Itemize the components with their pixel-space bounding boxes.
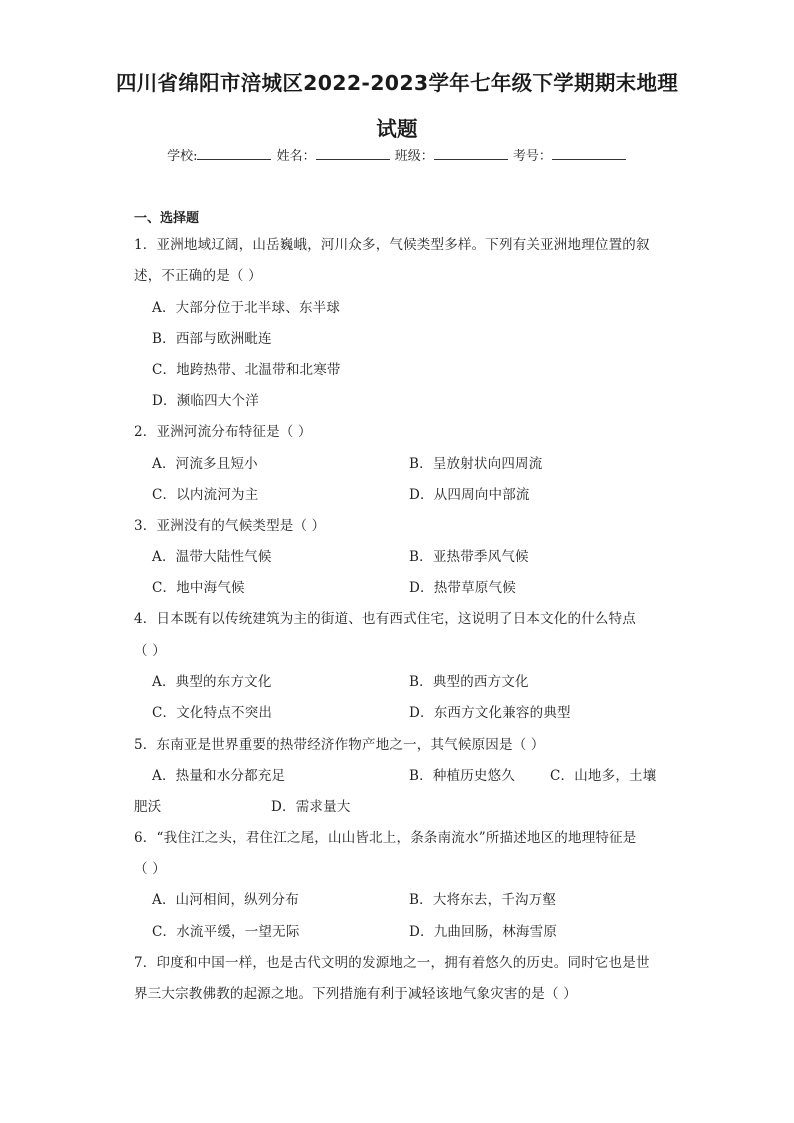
question-4-stem-line1: 4．日本既有以传统建筑为主的街道、也有西式住宅，这说明了日本文化的什么特点 bbox=[134, 611, 636, 627]
question-5-option-a[interactable]: A．热量和水分都充足 bbox=[152, 768, 286, 784]
question-3-option-c[interactable]: C．地中海气候 bbox=[152, 580, 245, 596]
question-4-stem-line2: （ ） bbox=[134, 643, 166, 659]
question-1-option-c[interactable]: C．地跨热带、北温带和北寒带 bbox=[152, 362, 341, 378]
question-1-option-a[interactable]: A．大部分位于北半球、东半球 bbox=[152, 300, 341, 316]
class-blank[interactable] bbox=[434, 147, 508, 160]
question-3-stem: 3．亚洲没有的气候类型是（ ） bbox=[134, 518, 326, 534]
question-2-option-c[interactable]: C．以内流河为主 bbox=[152, 487, 259, 503]
question-3-option-a[interactable]: A．温带大陆性气候 bbox=[152, 549, 272, 565]
question-3-option-d[interactable]: D．热带草原气候 bbox=[409, 580, 516, 596]
section-title: 一、选择题 bbox=[134, 211, 200, 226]
question-1-option-b[interactable]: B．西部与欧洲毗连 bbox=[152, 331, 272, 347]
exam-title-line2: 试题 bbox=[376, 117, 418, 141]
question-6-stem-line2: （ ） bbox=[134, 861, 166, 877]
question-4-option-d[interactable]: D．东西方文化兼容的典型 bbox=[409, 705, 571, 721]
question-6-option-c[interactable]: C．水流平缓，一望无际 bbox=[152, 924, 300, 940]
exam-number-label: 考号： bbox=[512, 149, 552, 164]
class-label: 班级： bbox=[394, 149, 434, 164]
question-5-option-d[interactable]: D．需求量大 bbox=[271, 799, 351, 815]
question-1-stem-line2: 述，不正确的是（ ） bbox=[134, 268, 262, 284]
question-5-option-b[interactable]: B．种植历史悠久 bbox=[409, 768, 516, 784]
question-5-option-c-continued: 肥沃 bbox=[134, 799, 162, 815]
question-1-option-d[interactable]: D．濒临四大个洋 bbox=[152, 393, 259, 409]
school-blank[interactable] bbox=[197, 147, 271, 160]
question-2-option-b[interactable]: B．呈放射状向四周流 bbox=[409, 456, 543, 472]
question-5-stem: 5．东南亚是世界重要的热带经济作物产地之一，其气候原因是（ ） bbox=[134, 737, 545, 753]
question-4-option-a[interactable]: A．典型的东方文化 bbox=[152, 674, 272, 690]
name-label: 姓名： bbox=[276, 149, 316, 164]
question-4-option-c[interactable]: C．文化特点不突出 bbox=[152, 705, 273, 721]
student-info-line bbox=[0, 145, 794, 164]
question-3-option-b[interactable]: B．亚热带季风气候 bbox=[409, 549, 529, 565]
school-label: 学校: bbox=[167, 149, 198, 164]
question-5-option-c[interactable]: C．山地多，土壤 bbox=[550, 768, 657, 784]
question-4-option-b[interactable]: B．典型的西方文化 bbox=[409, 674, 529, 690]
exam-number-blank[interactable] bbox=[552, 147, 626, 160]
question-2-option-a[interactable]: A．河流多且短小 bbox=[152, 456, 258, 472]
question-7-stem-line1: 7．印度和中国一样，也是古代文明的发源地之一，拥有着悠久的历史。同时它也是世 bbox=[134, 955, 650, 971]
question-2-option-d[interactable]: D．从四周向中部流 bbox=[409, 487, 530, 503]
question-6-stem-line1: 6．“我住江之头，君住江之尾，山山皆北上，条条南流水”所描述地区的地理特征是 bbox=[134, 830, 637, 846]
name-blank[interactable] bbox=[316, 147, 390, 160]
question-6-option-b[interactable]: B．大将东去，千沟万壑 bbox=[409, 892, 557, 908]
question-7-stem-line2: 界三大宗教佛教的起源之地。下列措施有利于减轻该地气象灾害的是（ ） bbox=[134, 986, 577, 1002]
question-6-option-d[interactable]: D．九曲回肠，林海雪原 bbox=[409, 924, 558, 940]
question-1-stem-line1: 1．亚洲地域辽阔，山岳巍峨，河川众多，气候类型多样。下列有关亚洲地理位置的叙 bbox=[134, 237, 650, 253]
question-2-stem: 2．亚洲河流分布特征是（ ） bbox=[134, 424, 312, 440]
question-6-option-a[interactable]: A．山河相间，纵列分布 bbox=[152, 892, 299, 908]
exam-title-line1: 四川省绵阳市涪城区2022-2023学年七年级下学期期末地理 bbox=[115, 71, 679, 95]
